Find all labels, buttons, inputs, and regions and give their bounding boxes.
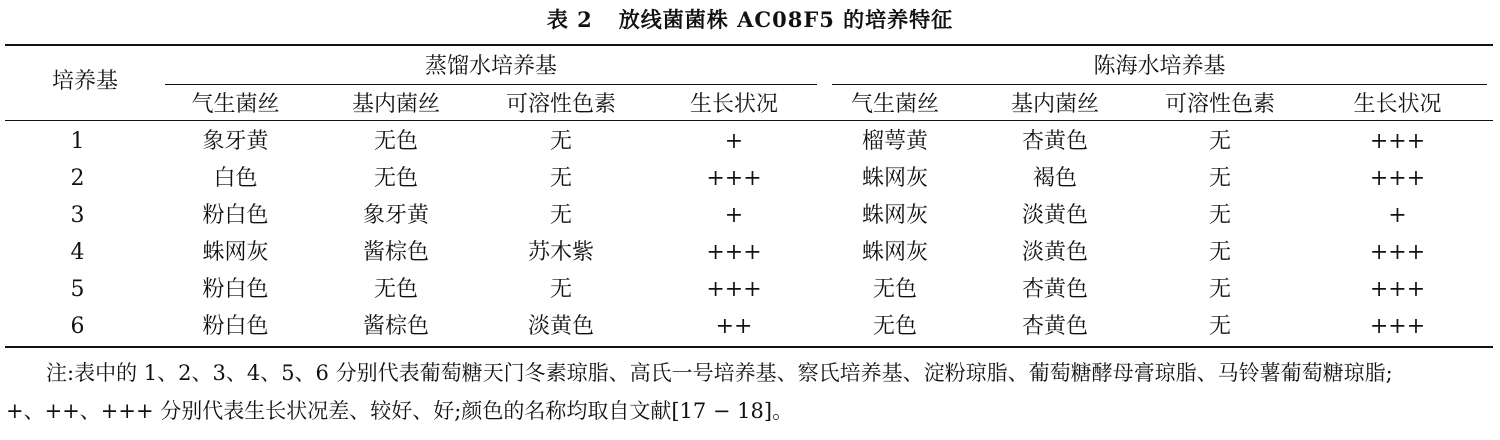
- table-cell: 无: [1208, 166, 1231, 191]
- column-header-distilled-growth: 生长状况: [689, 92, 778, 117]
- group-header-distilled-water: 蒸馏水培养基: [424, 54, 557, 79]
- table-cell: 粉白色: [202, 314, 269, 339]
- group-rule-distilled: [165, 84, 817, 85]
- table-cell: 象牙黄: [362, 203, 429, 228]
- table-cell: 蛛网灰: [861, 240, 928, 265]
- row-label: 2: [70, 166, 85, 191]
- table-cell: 无: [1208, 240, 1231, 265]
- bottom-rule: [5, 346, 1493, 348]
- table-note-line-1: 注:表中的 1、2、3、4、5、6 分别代表葡萄糖天门冬素琼脂、高氏一号培养基、察氏培养基、淀粉琼脂、葡萄糖酵母膏琼脂、马铃薯葡萄糖琼脂;: [46, 361, 1393, 385]
- table-cell: +++: [1369, 277, 1426, 302]
- table-cell: 无色: [872, 277, 917, 302]
- table-cell: 无色: [373, 277, 418, 302]
- table-cell: 无: [549, 203, 572, 228]
- table-cell: +++: [706, 240, 762, 265]
- table-cell: 无: [1208, 129, 1231, 154]
- table-caption: [0, 4, 1500, 34]
- table-cell: 淡黄色: [1021, 240, 1088, 265]
- row-header-medium: 培养基: [51, 69, 118, 94]
- group-rule-seawater: [832, 84, 1487, 85]
- table-cell: 无色: [872, 314, 917, 339]
- table-cell: 榴萼黄: [861, 129, 928, 154]
- table-cell: 象牙黄: [202, 129, 269, 154]
- table-cell: 淡黄色: [527, 314, 594, 339]
- table-cell: 白色: [213, 166, 258, 191]
- table-cell: +++: [1369, 129, 1426, 154]
- table-cell: 蛛网灰: [861, 166, 928, 191]
- table-cell: 粉白色: [202, 277, 269, 302]
- table-cell: 杏黄色: [1021, 314, 1088, 339]
- row-label: 5: [70, 277, 85, 302]
- table-cell: +: [724, 129, 744, 154]
- table-cell: 粉白色: [202, 203, 269, 228]
- table-cell: 杏黄色: [1021, 129, 1088, 154]
- row-label: 1: [70, 129, 85, 154]
- table-cell: +: [724, 203, 744, 228]
- column-header-seawater-substrate-mycelium: 基内菌丝: [1010, 92, 1099, 117]
- table-cell: 酱棕色: [362, 314, 429, 339]
- table-cell: 蛛网灰: [861, 203, 928, 228]
- table-title: 放线菌菌株 AC08F5 的培养特征: [618, 7, 954, 32]
- table-cell: +++: [1369, 240, 1426, 265]
- table-cell: +++: [706, 277, 762, 302]
- column-header-distilled-substrate-mycelium: 基内菌丝: [351, 92, 440, 117]
- column-header-seawater-growth: 生长状况: [1353, 92, 1442, 117]
- table-cell: +++: [1369, 166, 1426, 191]
- table-cell: 无: [549, 129, 572, 154]
- table-cell: +++: [706, 166, 762, 191]
- table-cell: 杏黄色: [1021, 277, 1088, 302]
- table-note-line-2: +、++、+++ 分别代表生长状况差、较好、好;颜色的名称均取自文献[17 − 18]。: [6, 399, 794, 423]
- table-cell: 无色: [373, 166, 418, 191]
- table-cell: 褐色: [1032, 166, 1077, 191]
- table-cell: ++: [715, 314, 753, 339]
- column-header-seawater-soluble-pigment: 可溶性色素: [1164, 92, 1275, 117]
- column-header-distilled-aerial-mycelium: 气生菌丝: [191, 92, 280, 117]
- table-cell: 淡黄色: [1021, 203, 1088, 228]
- row-label: 4: [70, 240, 85, 265]
- top-rule: [5, 44, 1493, 46]
- table-number: 表 2: [546, 7, 593, 32]
- table-cell: 酱棕色: [362, 240, 429, 265]
- table-cell: +: [1388, 203, 1407, 228]
- column-header-distilled-soluble-pigment: 可溶性色素: [505, 92, 616, 117]
- table-cell: 无: [1208, 277, 1231, 302]
- table-cell: 无色: [373, 129, 418, 154]
- table-cell: 苏木紫: [527, 240, 594, 265]
- table-cell: 无: [1208, 314, 1231, 339]
- table-cell: 蛛网灰: [202, 240, 269, 265]
- group-header-seawater: 陈海水培养基: [1093, 54, 1226, 79]
- column-header-seawater-aerial-mycelium: 气生菌丝: [850, 92, 939, 117]
- table-cell: 无: [549, 166, 572, 191]
- table-cell: 无: [549, 277, 572, 302]
- table-cell: +++: [1369, 314, 1426, 339]
- row-label: 6: [70, 314, 85, 339]
- row-label: 3: [70, 203, 85, 228]
- table-cell: 无: [1208, 203, 1231, 228]
